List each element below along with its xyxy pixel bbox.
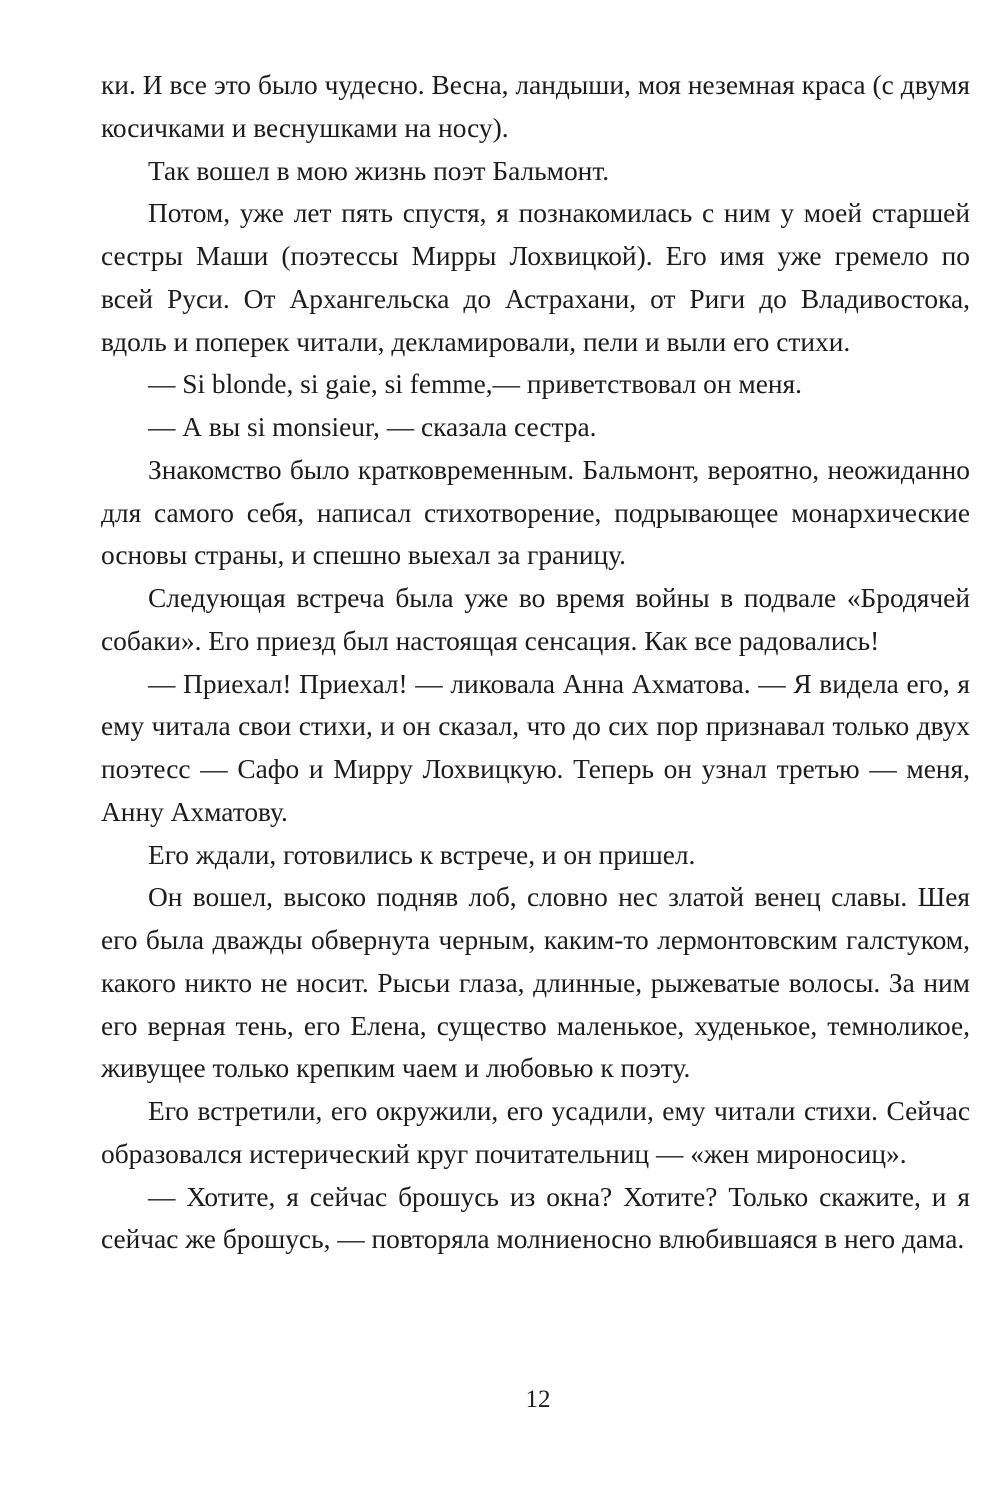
dialogue-line: — А вы si monsieur, — сказала сестра. [148,412,597,442]
paragraph: Его ждали, готовились к встрече, и он пришел. [148,839,696,870]
paragraph: Следующая встреча была уже во время войны в подвале «Бродячей собаки». Его приезд был настоящая сенсация. Как все радовались! [101,583,970,656]
page-body-text [101,64,970,1261]
paragraph: ки. И все это было чудесно. Весна, ландыши, моя неземная краса (с двумя косичками и веснушками на носу). [101,70,970,143]
paragraph: Он вошел, высоко подняв лоб, словно нес златой венец славы. Шея его была дважды обвернута черным, каким-то лермонтовским галстуком, какого никто не носит. Рысьи глаза, длинные, рыжеватые волосы. За ним его верная тень, его Елена, существо маленькое, худенькое, темноликое, живущее только крепким чаем и любовью к поэту. [101,882,970,1084]
paragraph: Знакомство было кратковременным. Бальмонт, вероятно, неожиданно для самого себя, написал стихотворение, подрывающее монархические основы страны, и спешно выехал за границу. [101,454,970,571]
dialogue-line: — Si blonde, si gaie, si femme,— приветствовал он меня. [148,369,802,400]
dialogue-line: — Приехал! Приехал! — ликовала Анна Ахматова. — Я видела его, я ему читала свои стихи, и он сказал, что до сих пор признавал только двух поэтесс — Сафо и Мирру Лохвицкую. Теперь он узнал третью — меня, Анну Ахматову. [101,668,970,827]
page-number: 12 [525,1386,551,1413]
paragraph: Так вошел в мою жизнь поэт Бальмонт. [148,155,610,186]
dialogue-line: — Хотите, я сейчас брошусь из окна? Хотите? Только скажите, и я сейчас же брошусь, — повторяла молниеносно влюбившаяся в него дама. [101,1181,970,1255]
paragraph: Его встретили, его окружили, его усадили, ему читали стихи. Сейчас образовался истерический круг почитательниц — «жен мироносиц». [101,1096,970,1169]
paragraph: Потом, уже лет пять спустя, я познакомилась с ним у моей старшей сестры Маши (поэтессы Мирры Лохвицкой). Его имя уже гремело по всей Руси. От Архангельска до Астрахани, от Риги до Владивостока, вдоль и поперек читали, декламировали, пели и выли его стихи. [101,198,970,357]
